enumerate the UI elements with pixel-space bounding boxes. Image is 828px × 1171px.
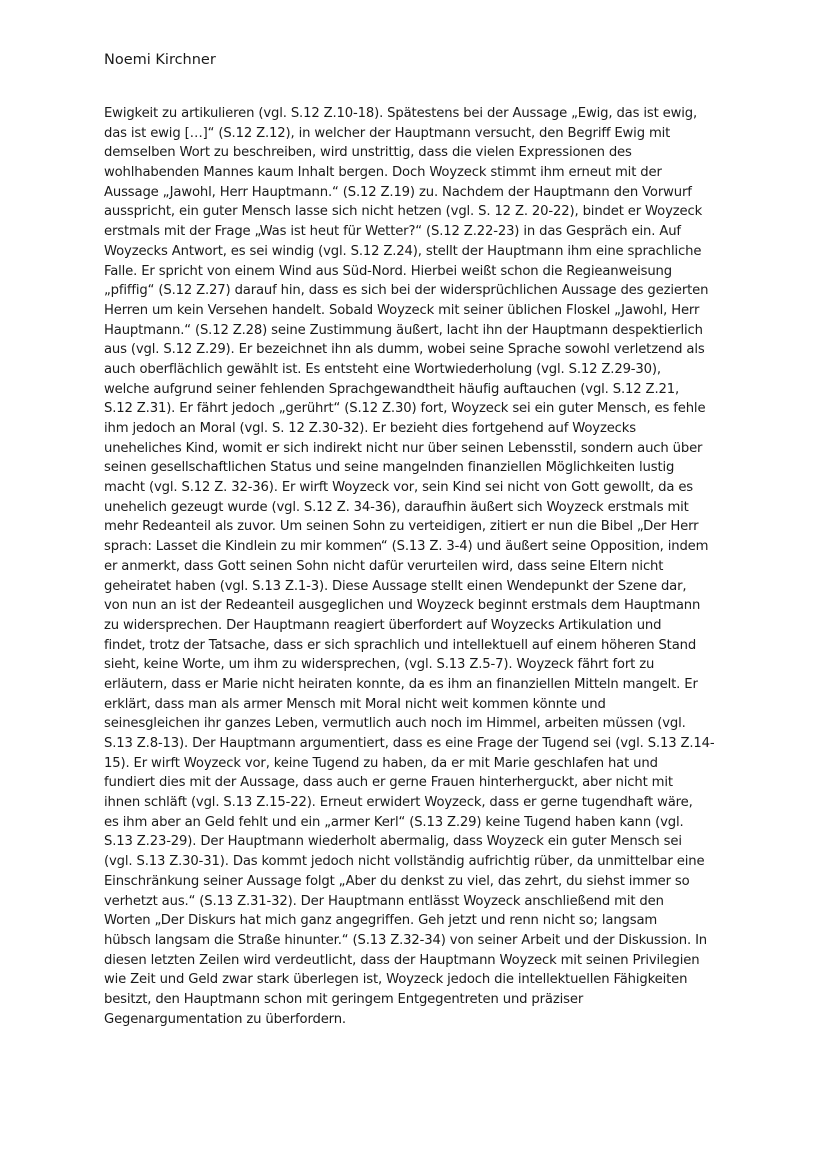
text-line: sprach: Lasset die Kindlein zu mir kommen“ (S.13 Z. 3-4) und äußert seine Opposition, indem [104,539,709,555]
text-line: findet, trotz der Tatsache, dass er sich sprachlich und intellektuell auf einem höheren Stand [104,637,697,653]
text-line: zu widersprechen. Der Hauptmann reagiert überfordert auf Woyzecks Artikulation und [104,617,662,633]
text-line: ihm jedoch an Moral (vgl. S. 12 Z.30-32). Er bezieht dies fortgehend auf Woyzecks [104,421,636,436]
text-line: geheiratet haben (vgl. S.13 Z.1-3). Diese Aussage stellt einen Wendepunkt der Szene dar, [104,578,687,594]
text-line: erläutern, dass er Marie nicht heiraten konnte, da es ihm an finanziellen Mitteln mangelt. Er [104,676,698,692]
text-line: diesen letzten Zeilen wird verdeutlicht, dass der Hauptmann Woyzeck mit seinen Privilegien [104,952,700,968]
text-line: sieht, keine Worte, um ihm zu widersprechen, (vgl. S.13 Z.5-7). Woyzeck fährt fort zu [104,657,655,673]
text-line: Ewigkeit zu artikulieren (vgl. S.12 Z.10-18). Spätestens bei der Aussage „Ewig, das ist ewig, [104,106,698,121]
text-line: Aussage „Jawohl, Herr Hauptmann.“ (S.12 Z.19) zu. Nachdem der Hauptmann den Vorwurf [104,184,692,200]
text-line: Gegenargumentation zu überfordern. [104,1011,346,1027]
text-line: Hauptmann.“ (S.12 Z.28) seine Zustimmung äußert, lacht ihn der Hauptmann despektierlich [104,322,703,338]
text-line: uneheliches Kind, womit er sich indirekt nicht nur über seinen Lebensstil, sondern auch über [104,440,703,456]
text-line: demselben Wort zu beschreiben, wird unstrittig, dass die vielen Expressionen des [104,145,632,161]
text-line: ausspricht, ein guter Mensch lasse sich nicht hetzen (vgl. S. 12 Z. 20-22), bindet er Woyzeck [104,204,703,220]
text-line: macht (vgl. S.12 Z. 32-36). Er wirft Woyzeck vor, sein Kind sei nicht von Gott gewollt, da es [104,480,693,496]
text-line: Falle. Er spricht von einem Wind aus Süd-Nord. Hierbei weißt schon die Regieanweisung [104,263,672,279]
text-line: hübsch langsam die Straße hinunter.“ (S.13 Z.32-34) von seiner Arbeit und der Diskussion. In [104,932,708,948]
text-line: wohlhabenden Mannes kaum Inhalt bergen. Doch Woyzeck stimmt ihm erneut mit der [104,165,662,181]
essay-body [104,104,744,1029]
text-line: (vgl. S.13 Z.30-31). Das kommt jedoch nicht vollständig aufrichtig rüber, da unmittelbar eine [104,854,705,870]
text-line: es ihm aber an Geld fehlt und ein „armer Kerl“ (S.13 Z.29) keine Tugend haben kann (vgl. [104,814,684,830]
text-line: besitzt, den Hauptmann schon mit geringem Entgegentreten und präziser [104,991,584,1007]
text-line: ihnen schläft (vgl. S.13 Z.15-22). Erneut erwidert Woyzeck, dass er gerne tugendhaft wäre, [104,795,693,811]
text-line: das ist ewig […]“ (S.12 Z.12), in welcher der Hauptmann versucht, den Begriff Ewig mit [104,125,671,141]
text-line: Worten „Der Diskurs hat mich ganz angegriffen. Geh jetzt und renn nicht so; langsam [104,913,658,929]
text-line: erklärt, dass man als armer Mensch mit Moral nicht weit kommen könnte und [104,696,606,712]
text-line: S.13 Z.23-29). Der Hauptmann wiederholt abermalig, dass Woyzeck ein guter Mensch sei [104,834,682,850]
text-line: auch oberflächlich gewählt ist. Es entsteht eine Wortwiederholung (vgl. S.12 Z.29-30), [104,361,661,377]
text-line: von nun an ist der Redeanteil ausgeglichen und Woyzeck beginnt erstmals dem Hauptmann [104,598,701,614]
text-line: wie Zeit und Geld zwar stark überlegen ist, Woyzeck jedoch die intellektuellen Fähigkeiten [104,972,688,988]
text-line: fundiert dies mit der Aussage, dass auch er gerne Frauen hinterherguckt, aber nicht mit [104,775,673,791]
text-line: S.12 Z.31). Er fährt jedoch „gerührt“ (S.12 Z.30) fort, Woyzeck sei ein guter Mensch, es fehle [104,401,706,417]
text-line: seinesgleichen ihr ganzes Leben, vermutlich auch noch im Himmel, arbeiten müssen (vgl. [104,716,686,732]
text-line: „pfiffig“ (S.12 Z.27) darauf hin, dass es sich bei der widersprüchlichen Aussage des gezierten [104,283,709,299]
text-line: Herren um kein Versehen handelt. Sobald Woyzeck mit seiner üblichen Floskel „Jawohl, Herr [104,302,700,318]
text-line: welche aufgrund seiner fehlenden Sprachgewandtheit häufig auftauchen (vgl. S.12 Z.21, [104,381,680,397]
text-line: mehr Redeanteil als zuvor. Um seinen Sohn zu verteidigen, zitiert er nun die Bibel „Der Herr [104,519,699,535]
text-line: verhetzt aus.“ (S.13 Z.31-32). Der Hauptmann entlässt Woyzeck anschließend mit den [104,893,664,909]
text-line: S.13 Z.8-13). Der Hauptmann argumentiert, dass es eine Frage der Tugend sei (vgl. S.13 Z.14- [104,736,715,751]
text-line: Einschränkung seiner Aussage folgt „Aber du denkst zu viel, das zehrt, du siehst immer so [104,873,690,889]
text-line: Woyzecks Antwort, es sei windig (vgl. S.12 Z.24), stellt der Hauptmann ihm eine sprachliche [104,243,702,259]
text-line: er anmerkt, dass Gott seinen Sohn nicht dafür verurteilen wird, dass seine Eltern nicht [104,558,664,574]
author-name: Noemi Kirchner [104,52,216,68]
text-line: 15). Er wirft Woyzeck vor, keine Tugend zu haben, da er mit Marie geschlafen hat und [104,755,658,771]
text-line: unehelich gezeugt wurde (vgl. S.12 Z. 34-36), daraufhin äußert sich Woyzeck erstmals mit [104,499,689,515]
text-line: erstmals mit der Frage „Was ist heut für Wetter?“ (S.12 Z.22-23) in das Gespräch ein. Auf [104,224,681,240]
text-line: aus (vgl. S.12 Z.29). Er bezeichnet ihn als dumm, wobei seine Sprache sowohl verletzend als [104,342,705,358]
text-line: seinen gesellschaftlichen Status und seine mangelnden finanziellen Möglichkeiten lustig [104,460,675,476]
